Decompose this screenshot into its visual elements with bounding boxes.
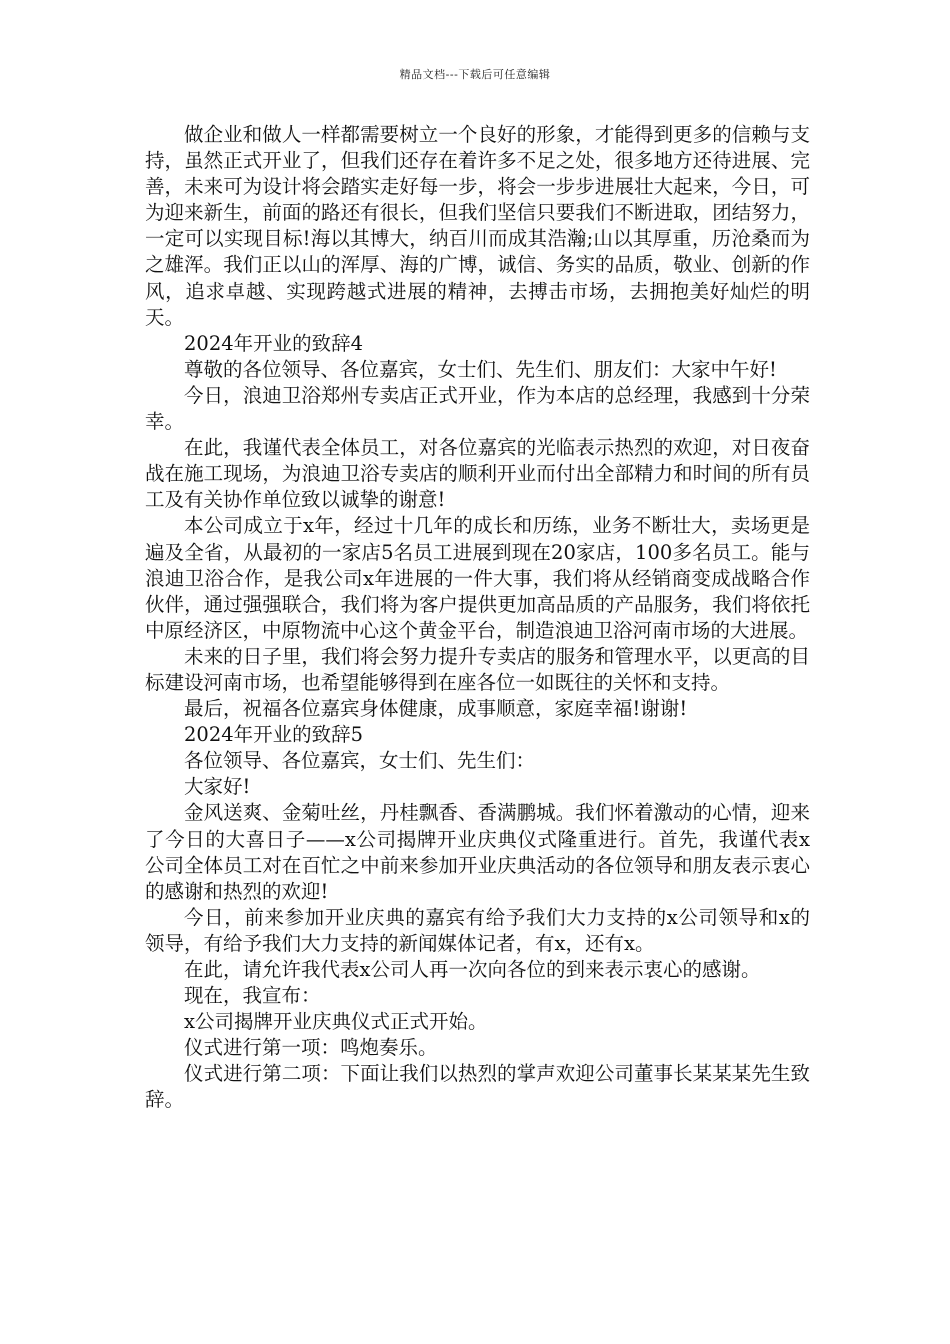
paragraph: 本公司成立于x年，经过十几年的成长和历练，业务不断壮大，卖场更是遍及全省，从最初的一家店5名员工进展到现在20家店，100多名员工。能与浪迪卫浴合作，是我公司x年进展的一件大事，我们将从经销商变成战略合作伙伴，通过强强联合，我们将为客户提供更加高品质的产品服务，我们将依托中原经济区，中原物流中心这个黄金平台，制造浪迪卫浴河南市场的大进展。 — [145, 514, 810, 642]
document-body — [145, 122, 810, 1114]
section-heading: 2024年开业的致辞5 — [184, 723, 364, 747]
paragraph: 尊敬的各位领导、各位嘉宾，女士们、先生们、朋友们：大家中午好! — [184, 357, 777, 381]
paragraph: 做企业和做人一样都需要树立一个良好的形象，才能得到更多的信赖与支持，虽然正式开业了，但我们还存在着许多不足之处，很多地方还待进展、完善，未来可为设计将会踏实走好每一步，将会一步步进展壮大起来，今日，可为迎来新生，前面的路还有很长，但我们坚信只要我们不断进取，团结努力，一定可以实现目标!海以其博大，纳百川而成其浩瀚;山以其厚重，历沧桑而为之雄浑。我们正以山的浑厚、海的广博，诚信、务实的品质，敬业、创新的作风，追求卓越、实现跨越式进展的精神，去搏击市场，去拥抱美好灿烂的明天。 — [145, 123, 810, 329]
paragraph: x公司揭牌开业庆典仪式正式开始。 — [184, 1010, 488, 1034]
paragraph: 现在，我宣布： — [184, 984, 321, 1008]
paragraph: 仪式进行第二项：下面让我们以热烈的掌声欢迎公司董事长某某某先生致辞。 — [145, 1062, 810, 1112]
page-header: 精品文档---下载后可任意编辑 — [399, 68, 551, 81]
paragraph: 大家好! — [184, 775, 251, 799]
paragraph: 最后，祝福各位嘉宾身体健康，成事顺意，家庭幸福!谢谢! — [184, 697, 688, 721]
paragraph: 在此，请允许我代表x公司人再一次向各位的到来表示衷心的感谢。 — [184, 958, 761, 981]
section-heading: 2024年开业的致辞4 — [184, 331, 364, 355]
paragraph: 金风送爽、金菊吐丝，丹桂飘香、香满鹏城。我们怀着激动的心情，迎来了今日的大喜日子——x公司揭牌开业庆典仪式隆重进行。首先，我谨代表x公司全体员工对在百忙之中前来参加开业庆典活动的各位领导和朋友表示衷心的感谢和热烈的欢迎! — [145, 801, 810, 903]
paragraph: 今日，浪迪卫浴郑州专卖店正式开业，作为本店的总经理，我感到十分荣幸。 — [145, 383, 810, 434]
paragraph: 今日，前来参加开业庆典的嘉宾有给予我们大力支持的x公司领导和x的领导，有给予我们大力支持的新闻媒体记者，有x，还有x。 — [145, 905, 810, 955]
paragraph: 在此，我谨代表全体员工，对各位嘉宾的光临表示热烈的欢迎，对日夜奋战在施工现场，为浪迪卫浴专卖店的顺利开业而付出全部精力和时间的所有员工及有关协作单位致以诚挚的谢意! — [145, 436, 810, 512]
paragraph: 仪式进行第一项：鸣炮奏乐。 — [184, 1036, 438, 1060]
paragraph: 各位领导、各位嘉宾，女士们、先生们： — [184, 749, 536, 773]
paragraph: 未来的日子里，我们将会努力提升专卖店的服务和管理水平，以更高的目标建设河南市场，也希望能够得到在座各位一如既往的关怀和支持。 — [145, 644, 810, 694]
